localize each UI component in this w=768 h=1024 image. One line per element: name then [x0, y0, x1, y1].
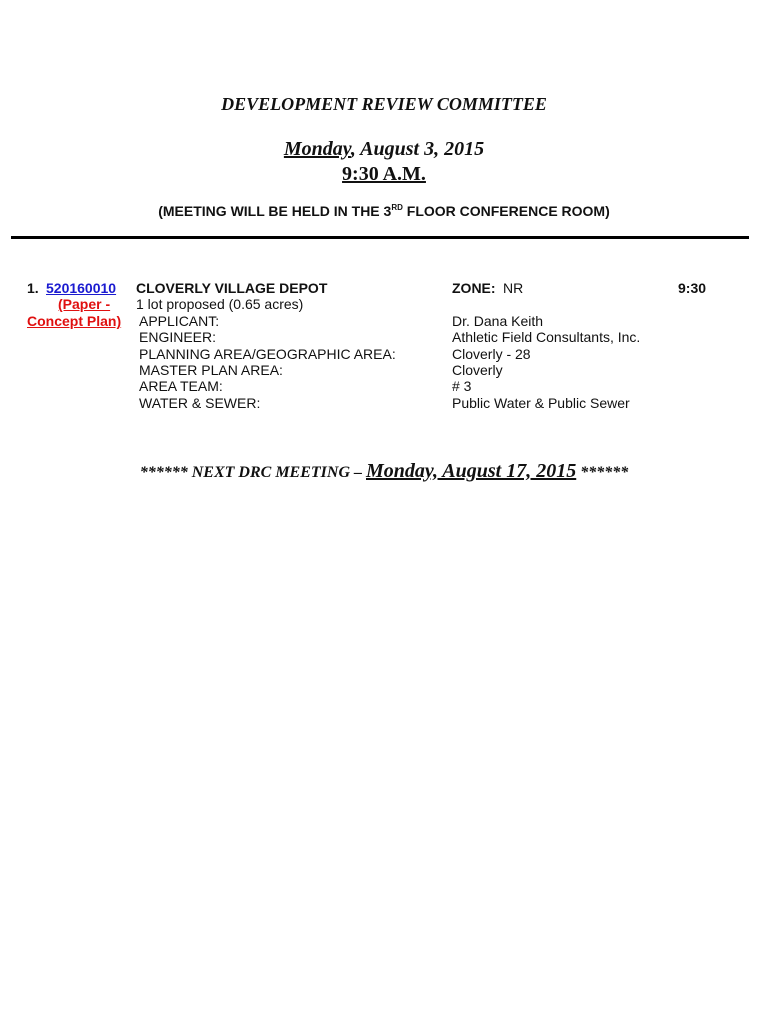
field-value-planning-area: Cloverly - 28	[452, 346, 531, 362]
meeting-weekday: Monday	[283, 138, 351, 160]
notice-superscript: RD	[391, 203, 403, 212]
field-value-master-plan: Cloverly	[452, 362, 503, 378]
field-value-water-sewer: Public Water & Public Sewer	[452, 395, 630, 411]
meeting-time-text: 9:30 A.M.	[342, 163, 426, 185]
field-label-applicant: APPLICANT:	[139, 313, 220, 329]
meeting-date	[0, 138, 768, 161]
field-label-planning-area: PLANNING AREA/GEOGRAPHIC AREA:	[139, 346, 396, 362]
next-meeting-prefix: ****** NEXT DRC MEETING –	[139, 464, 366, 481]
paper-label-line2: Concept Plan)	[27, 313, 122, 329]
field-label-engineer: ENGINEER:	[139, 329, 217, 345]
project-name: CLOVERLY VILLAGE DEPOT	[136, 280, 328, 296]
paper-label-line1-text: (Paper -	[58, 296, 111, 312]
project-description: 1 lot proposed (0.65 acres)	[136, 296, 304, 312]
case-number-link[interactable]: 520160010	[46, 280, 117, 296]
meeting-location-notice	[0, 203, 768, 219]
notice-before: (MEETING WILL BE HELD IN THE 3	[158, 203, 392, 219]
notice-after: FLOOR CONFERENCE ROOM)	[402, 203, 610, 219]
paper-label-line1	[58, 296, 110, 313]
committee-title: DEVELOPMENT REVIEW COMMITTEE	[221, 94, 547, 114]
field-value-applicant: Dr. Dana Keith	[452, 313, 544, 329]
meeting-time	[0, 163, 768, 186]
zone-value: NR	[503, 280, 524, 296]
horizontal-divider	[11, 236, 749, 239]
field-label-water-sewer: WATER & SEWER:	[139, 395, 261, 411]
field-value-area-team: # 3	[452, 378, 472, 394]
next-meeting-date: Monday, August 17, 2015	[366, 460, 577, 482]
next-meeting-notice	[0, 460, 768, 483]
meeting-date-rest: , August 3, 2015	[350, 138, 485, 160]
item-number: 1.	[27, 280, 39, 296]
field-value-engineer: Athletic Field Consultants, Inc.	[452, 329, 641, 345]
field-label-area-team: AREA TEAM:	[139, 378, 223, 394]
zone-label: ZONE:	[452, 280, 496, 296]
item-time: 9:30	[678, 280, 707, 296]
next-meeting-suffix: ******	[576, 464, 629, 481]
field-label-master-plan: MASTER PLAN AREA:	[139, 362, 283, 378]
